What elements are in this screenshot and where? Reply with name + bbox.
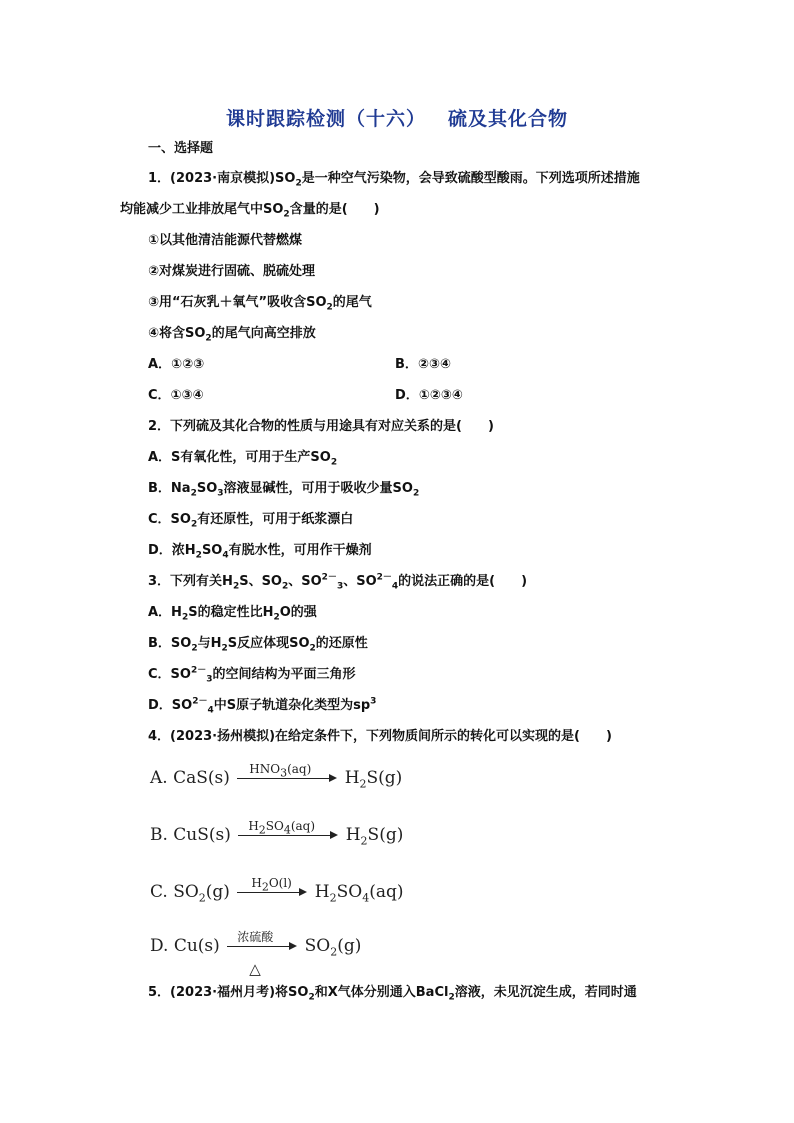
question-5-stem: 5．(2023·福州月考)将$SO_2$和X气体分别通入BaCl$_2$溶液，未见沉淀生成，若同时通 <box>148 985 637 1003</box>
question-2-option-b: B．$Na_2SO_3$溶液显碱性，可用于吸收少量$SO_2$ <box>148 481 420 499</box>
reaction-arrow-icon: $HNO_3(aq)$ <box>237 778 337 780</box>
page-title: 课时跟踪检测（十六） 硫及其化合物 <box>225 108 569 130</box>
question-1-stem: 1．(2023·南京模拟)$SO_2$是一种空气污染物，会导致硫酸型酸雨。下列选项所述措施 <box>148 171 640 189</box>
reaction-arrow-icon: $H_2SO_4(aq)$ <box>238 835 338 837</box>
question-1-option-b: B．②③④ <box>395 357 451 372</box>
question-1-option-c: C．①③④ <box>148 388 204 403</box>
question-1-item-1: ①以其他清洁能源代替燃煤 <box>148 233 303 248</box>
question-3-option-c: C．$SO^{2-}_3$的空间结构为平面三角形 <box>148 665 356 685</box>
question-4-stem: 4．(2023·扬州模拟)在给定条件下，下列物质间所示的转化可以实现的是( ) <box>148 729 612 744</box>
question-4-option-c: C. $SO_2(g)$ $H_2O(l)$ $H_2SO_4(aq)$ <box>150 875 404 905</box>
question-1-item-4: ④将含$SO_2$的尾气向高空排放 <box>148 326 316 344</box>
reaction-arrow-icon: $H_2O(l)$ <box>237 892 307 894</box>
question-2-option-a: A．S有氧化性，可用于生产$SO_2$ <box>148 450 338 468</box>
question-1-option-a: A．①②③ <box>148 357 205 372</box>
question-2-option-c: C．$SO_2$有还原性，可用于纸浆漂白 <box>148 512 354 530</box>
reaction-arrow-icon: 浓硫酸 △ <box>227 946 297 948</box>
question-1-item-3: ③用“石灰乳＋氧气”吸收含$SO_2$的尾气 <box>148 295 372 313</box>
question-3-stem: 3．下列有关$H_2S$、$SO_2$、$SO^{2-}_3$、$SO^{2-}_4$的说法正确的是( ) <box>148 572 528 592</box>
question-2-option-d: D．浓$H_2SO_4$有脱水性，可用作干燥剂 <box>148 543 372 561</box>
question-4-option-a: A. CaS(s) $HNO_3(aq)$ $H_2S(g)$ <box>150 761 403 791</box>
question-1-stem-cont: 均能减少工业排放尾气中$SO_2$含量的是( ) <box>120 202 380 220</box>
question-1-item-2: ②对煤炭进行固硫、脱硫处理 <box>148 264 316 279</box>
question-2-stem: 2．下列硫及其化合物的性质与用途具有对应关系的是( ) <box>148 419 494 434</box>
question-1-option-d: D．①②③④ <box>395 388 463 403</box>
question-3-option-b: B．$SO_2$与$H_2S$反应体现$SO_2$的还原性 <box>148 636 368 654</box>
section-heading: 一、选择题 <box>148 141 214 156</box>
heat-triangle-icon: △ <box>249 959 261 978</box>
question-4-option-b: B. CuS(s) $H_2SO_4(aq)$ $H_2S(g)$ <box>150 818 404 848</box>
question-4-option-d: D. Cu(s) 浓硫酸 △ $SO_2(g)$ <box>150 929 362 978</box>
question-3-option-a: A．$H_2S$的稳定性比$H_2O$的强 <box>148 605 317 623</box>
question-3-option-d: D．$SO^{2-}_4$中S原子轨道杂化类型为$sp^3$ <box>148 696 377 716</box>
